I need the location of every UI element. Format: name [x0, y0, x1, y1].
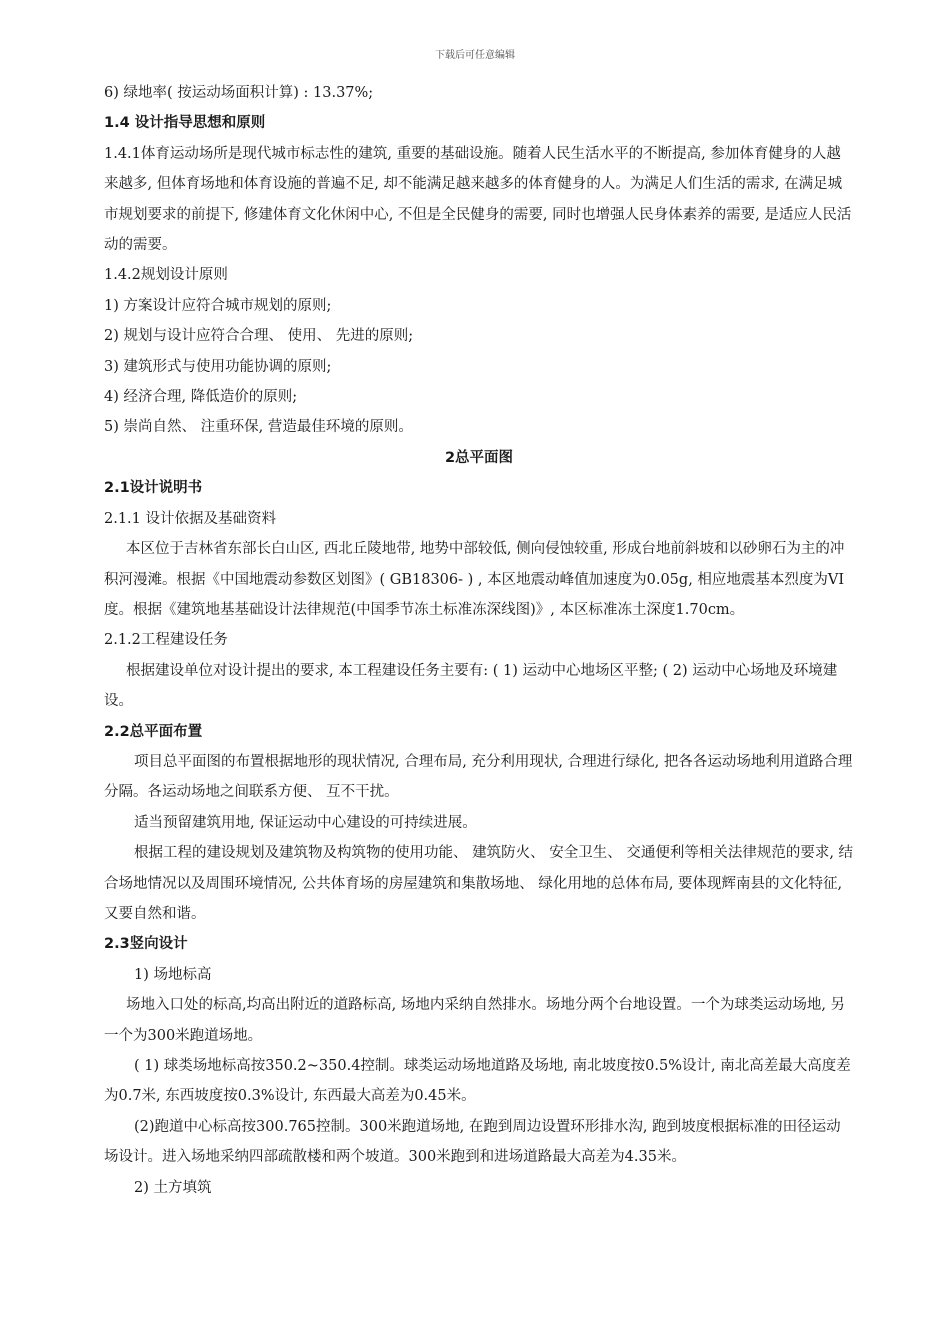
principle-item: 5) 崇尚自然、 注重环保, 营造最佳环境的原则。 [104, 419, 413, 436]
section-heading-2-3: 2.3竖向设计 [104, 936, 188, 953]
subsection-title-2-1-1: 2.1.1 设计依据及基础资料 [104, 510, 277, 527]
principle-item: 2) 规划与设计应符合合理、 使用、 先进的原则; [104, 328, 414, 345]
document-body [104, 78, 854, 1203]
principle-item: 4) 经济合理, 降低造价的原则; [104, 389, 298, 406]
principle-item: 3) 建筑形式与使用功能协调的原则; [104, 358, 332, 375]
subsection-title-site-elevation: 1) 场地标高 [134, 966, 212, 983]
paragraph-2-2-layout: 项目总平面图的布置根据地形的现状情况, 合理布局, 充分利用现状, 合理进行绿化, 把各各运动场地利用道路合理分隔。各运动场地之间联系方便、 互不干扰。 [104, 753, 853, 801]
paragraph-2-2-reserve: 适当预留建筑用地, 保证运动中心建设的可持续进展。 [134, 814, 477, 831]
paragraph-2-1-2: 根据建设单位对设计提出的要求, 本工程建设任务主要有: ( 1) 运动中心地场区平整; ( 2) 运动中心场地及环境建设。 [104, 662, 838, 710]
paragraph-2-1-1: 本区位于吉林省东部长白山区, 西北丘陵地带, 地势中部较低, 侧向侵蚀较重, 形成台地前斜坡和以砂卵石为主的冲积河漫滩。根据《中国地震动参数区划图》( GB18306- ) , 本区地震动峰值加速度为0.05g, 相应地震基本烈度为VI度。根据《建筑地基基础设计法律规范(中国季节冻土标准冻深线图)》, 本区标准冻土深度1.70cm。 [104, 541, 845, 618]
subsection-title-1-4-2: 1.4.2规划设计原则 [104, 267, 228, 284]
subsection-title-2-1-2: 2.1.2工程建设任务 [104, 632, 228, 649]
principle-item: 1) 方案设计应符合城市规划的原则; [104, 297, 332, 314]
paragraph-track-elevation: (2)跑道中心标高按300.765控制。300米跑道场地, 在跑到周边设置环形排水沟, 跑到坡度根据标准的田径运动场设计。进入场地采纳四部疏散楼和两个坡道。300米跑到和进场道路最大高差为4.35米。 [104, 1118, 841, 1166]
paragraph-2-2-regulation: 根据工程的建设规划及建筑物及构筑物的使用功能、 建筑防火、 安全卫生、 交通便利等相关法律规范的要求, 结合场地情况以及周围环境情况, 公共体育场的房屋建筑和集散场地、 绿化用地的总体布局, 要体现辉南县的文化特征, 又要自然和谐。 [104, 845, 854, 922]
chapter-title-2: 2总平面图 [444, 449, 514, 466]
paragraph-site-elevation: 场地入口处的标高,均高出附近的道路标高, 场地内采纳自然排水。场地分两个台地设置。一个为球类运动场地, 另一个为300米跑道场地。 [104, 997, 846, 1044]
greening-rate-item: 6) 绿地率( 按运动场面积计算) : 13.37%; [104, 85, 374, 101]
subsection-title-earthwork: 2) 土方填筑 [134, 1179, 212, 1196]
section-heading-2-2: 2.2总平面布置 [104, 723, 203, 740]
paragraph-ball-field-elevation: ( 1) 球类场地标高按350.2~350.4控制。球类运动场地道路及场地, 南北坡度按0.5%设计, 南北高差最大高度差为0.7米, 东西坡度按0.3%设计, 东西最大高差为0.45米。 [104, 1058, 851, 1105]
section-heading-2-1: 2.1设计说明书 [104, 480, 203, 497]
page-header: 下载后可任意编辑 [435, 50, 515, 61]
section-heading-1-4: 1.4 设计指导思想和原则 [104, 115, 266, 132]
paragraph-1-4-1: 1.4.1体育运动场所是现代城市标志性的建筑, 重要的基础设施。随着人民生活水平的不断提高, 参加体育健身的人越来越多, 但体育场地和体育设施的普遍不足, 却不能满足越来越多的体育健身的人。为满足人们生活的需求, 在满足城市规划要求的前提下, 修建体育文化休闲中心, 不但是全民健身的需要, 同时也增强人民身体素养的需要, 是适应人民活动的需要。 [104, 145, 852, 254]
